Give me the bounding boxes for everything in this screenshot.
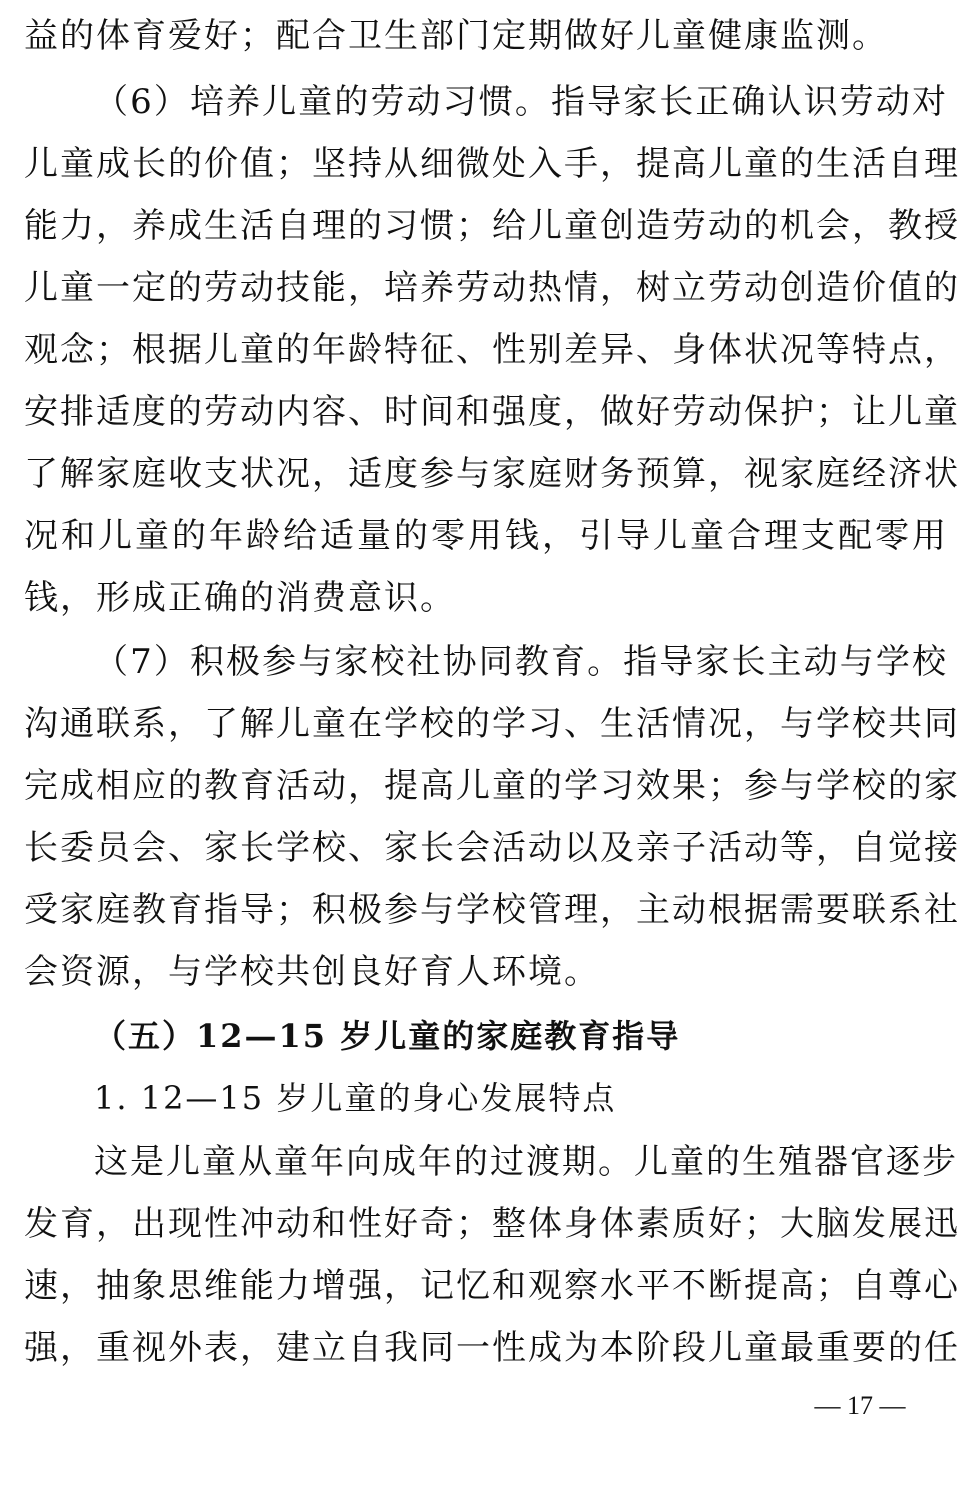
text-line: 儿童一定的劳动技能，培养劳动热情，树立劳动创造价值的 xyxy=(24,268,960,308)
text-line: 观念；根据儿童的年龄特征、性别差异、身体状况等特点， xyxy=(24,330,960,370)
text-line: 完成相应的教育活动，提高儿童的学习效果；参与学校的家 xyxy=(24,766,960,806)
text-line: 受家庭教育指导；积极参与学校管理，主动根据需要联系社 xyxy=(24,890,960,930)
subsection-heading: 1. 12—15 岁儿童的身心发展特点 xyxy=(94,1079,617,1117)
text-line: 发育，出现性冲动和性好奇；整体身体素质好；大脑发展迅 xyxy=(24,1204,960,1244)
item-6-heading-line: （6）培养儿童的劳动习惯。指导家长正确认识劳动对 xyxy=(94,82,948,122)
text-line: 了解家庭收支状况，适度参与家庭财务预算，视家庭经济状 xyxy=(24,454,960,494)
text-line: 沟通联系，了解儿童在学校的学习、生活情况，与学校共同 xyxy=(24,704,960,744)
text-line: 钱，形成正确的消费意识。 xyxy=(24,578,456,618)
text-line: 这是儿童从童年向成年的过渡期。儿童的生殖器官逐步 xyxy=(94,1142,958,1182)
text-line: 强，重视外表，建立自我同一性成为本阶段儿童最重要的任 xyxy=(24,1328,960,1368)
text-line: 益的体育爱好；配合卫生部门定期做好儿童健康监测。 xyxy=(24,16,888,56)
text-line: 安排适度的劳动内容、时间和强度，做好劳动保护；让儿童 xyxy=(24,392,960,432)
item-7-heading-line: （7）积极参与家校社协同教育。指导家长主动与学校 xyxy=(94,642,948,682)
text-line: 能力，养成生活自理的习惯；给儿童创造劳动的机会，教授 xyxy=(24,206,960,246)
text-line: 儿童成长的价值；坚持从细微处入手，提高儿童的生活自理 xyxy=(24,144,960,184)
text-line: 况和儿童的年龄给适量的零用钱，引导儿童合理支配零用 xyxy=(24,516,948,556)
text-line: 长委员会、家长学校、家长会活动以及亲子活动等，自觉接 xyxy=(24,828,960,868)
page-number: — 17 — xyxy=(814,1391,906,1420)
section-heading: （五）12—15 岁儿童的家庭教育指导 xyxy=(94,1017,681,1055)
text-line: 速，抽象思维能力增强，记忆和观察水平不断提高；自尊心 xyxy=(24,1266,960,1306)
text-line: 会资源，与学校共创良好育人环境。 xyxy=(24,952,600,992)
